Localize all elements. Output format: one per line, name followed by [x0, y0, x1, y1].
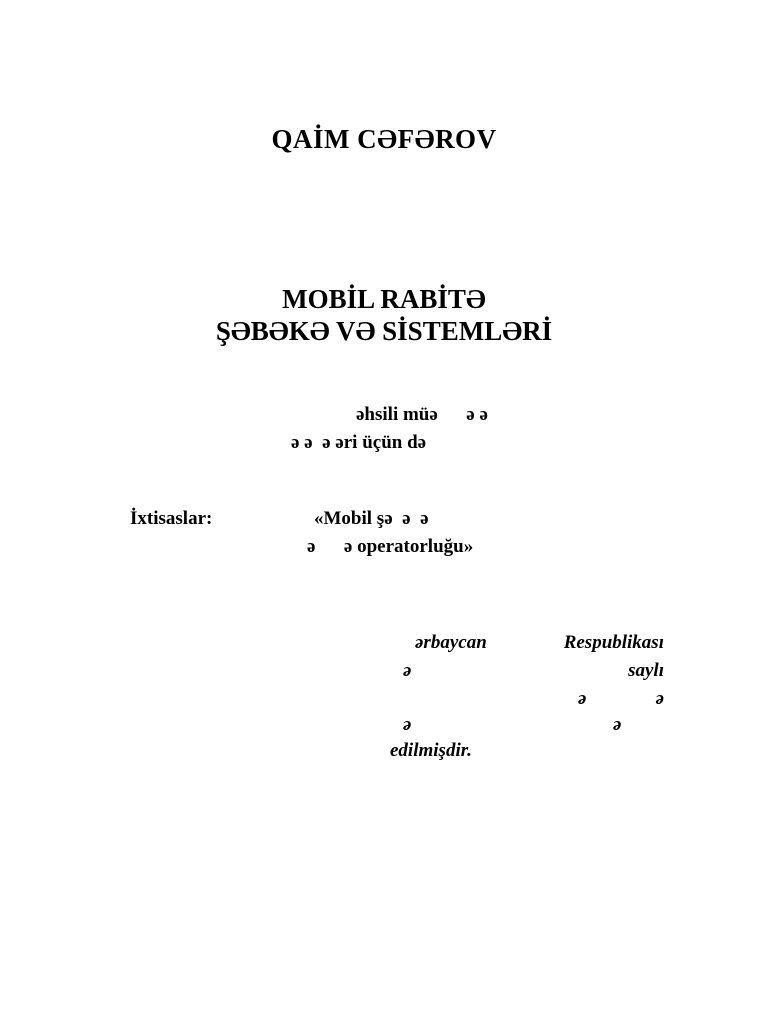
- approval-line-1-left: ərbaycan: [415, 632, 487, 653]
- author-name: QAİM CƏFƏROV: [271, 124, 497, 154]
- book-title-line-1: MOBİL RABİTƏ: [282, 284, 486, 314]
- book-title-line-2: ŞƏBƏKƏ VƏ SİSTEMLƏRİ: [215, 316, 553, 346]
- approval-line-1-right: Respublikası: [563, 632, 664, 653]
- approval-line-5: edilmişdir.: [390, 740, 472, 761]
- audience-line-2: ə ə ə əri üçün də: [291, 432, 427, 453]
- audience-line-1: əhsili müə ə ə: [356, 404, 488, 425]
- specialties-value-line-1: «Mobil şə ə ə: [314, 508, 429, 529]
- approval-line-2-right: saylı: [628, 660, 664, 681]
- specialties-label: İxtisaslar:: [130, 508, 213, 529]
- approval-line-3-left: ə: [578, 688, 587, 709]
- approval-line-4-left: ə: [403, 714, 412, 735]
- approval-line-2-left: ə: [403, 660, 412, 681]
- approval-line-3-right: ə: [655, 688, 664, 709]
- approval-line-4-right: ə: [613, 714, 622, 735]
- specialties-value-line-2: ə ə operatorluğu»: [307, 536, 474, 557]
